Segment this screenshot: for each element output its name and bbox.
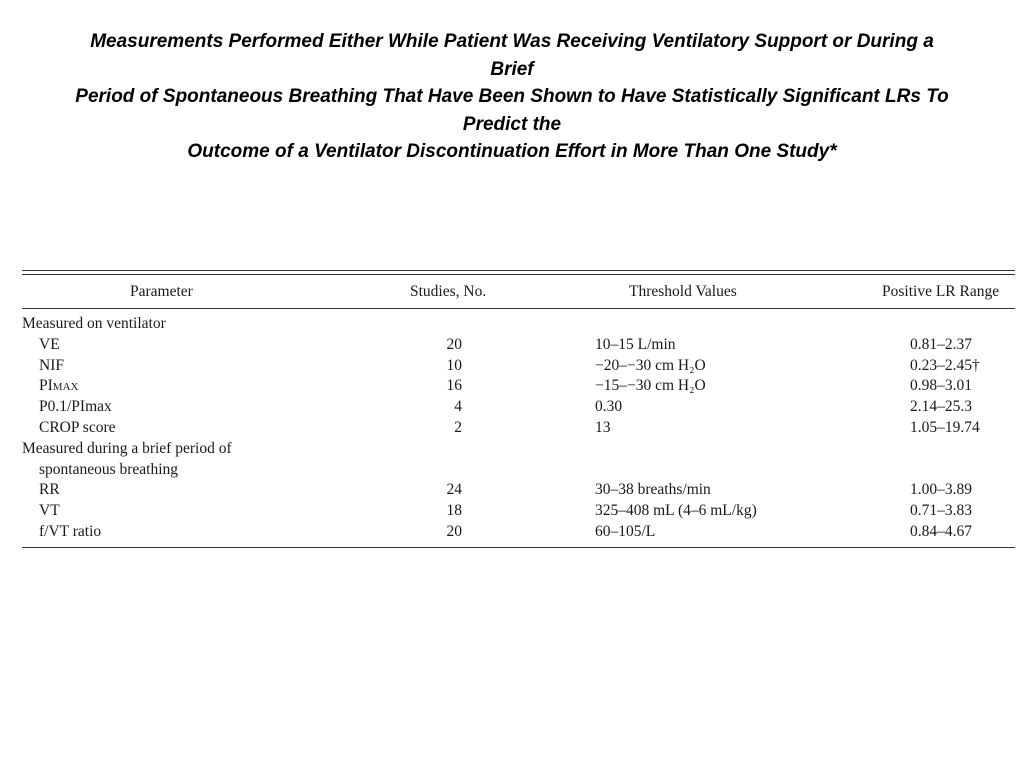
cell-lr: 1.00–3.89 <box>910 481 972 499</box>
section-label-continued: spontaneous breathing <box>39 460 179 478</box>
cell-parameter: RR <box>39 481 60 499</box>
section-label-row <box>22 439 1015 460</box>
cell-parameter: CROP score <box>39 418 116 436</box>
cell-studies: 18 <box>446 502 462 520</box>
table-row <box>22 501 1015 522</box>
section-label-row <box>22 314 1015 335</box>
title-line-2: Brief <box>490 58 534 80</box>
section-label: Measured during a brief period of <box>22 439 232 457</box>
cell-threshold: 0.30 <box>595 398 623 416</box>
header-threshold: Threshold Values <box>629 283 737 300</box>
cell-threshold: 30–38 breaths/min <box>595 481 711 499</box>
table-row <box>22 356 1015 377</box>
cell-lr: 0.98–3.01 <box>910 377 972 395</box>
header-lr: Positive LR Range <box>882 283 1000 300</box>
table-bottom-rule <box>22 547 1015 548</box>
title-line-1: Measurements Performed Either While Patient Was Receiving Ventilatory Support or During a <box>90 31 934 52</box>
table-title <box>40 28 984 166</box>
header-parameter: Parameter <box>130 283 193 300</box>
cell-lr: 0.23–2.45† <box>910 356 980 374</box>
cell-studies: 20 <box>446 335 462 353</box>
cell-threshold: 13 <box>595 418 611 436</box>
table-header-row <box>22 275 1015 308</box>
title-line-5: Outcome of a Ventilator Discontinuation Effort in More Than One Study* <box>187 141 837 162</box>
cell-parameter: VT <box>39 502 60 520</box>
cell-threshold: 10–15 L/min <box>595 335 676 353</box>
cell-studies: 24 <box>446 481 462 499</box>
cell-parameter: f/VT ratio <box>39 522 102 540</box>
cell-lr: 1.05–19.74 <box>910 418 980 436</box>
cell-studies: 2 <box>454 418 462 436</box>
cell-lr: 2.14–25.3 <box>910 398 972 416</box>
cell-parameter: PImax <box>39 377 79 395</box>
section-label-row <box>22 460 1015 481</box>
cell-threshold: −15–−30 cm H₂O <box>595 377 706 395</box>
cell-threshold: −20–−30 cm H₂O <box>595 356 706 374</box>
cell-parameter: P0.1/PImax <box>39 398 112 416</box>
cell-lr: 0.71–3.83 <box>910 502 972 520</box>
title-line-3: Period of Spontaneous Breathing That Have Been Shown to Have Statistically Significant LRs To <box>75 86 949 107</box>
table-row <box>22 376 1015 397</box>
table-row <box>22 397 1015 418</box>
data-table <box>22 270 1015 548</box>
header-studies: Studies, No. <box>410 283 487 300</box>
table-row <box>22 522 1015 543</box>
table-row <box>22 480 1015 501</box>
cell-parameter: VE <box>39 335 60 353</box>
cell-lr: 0.84–4.67 <box>910 522 972 540</box>
cell-lr: 0.81–2.37 <box>910 335 972 353</box>
cell-threshold: 325–408 mL (4–6 mL/kg) <box>595 502 757 520</box>
cell-studies: 4 <box>454 398 462 416</box>
table-row <box>22 418 1015 439</box>
cell-parameter: NIF <box>39 356 64 374</box>
section-label: Measured on ventilator <box>22 315 166 332</box>
table-row <box>22 335 1015 356</box>
cell-studies: 10 <box>446 356 462 374</box>
title-line-4: Predict the <box>462 113 562 135</box>
cell-studies: 16 <box>446 377 462 395</box>
cell-threshold: 60–105/L <box>595 522 656 540</box>
cell-studies: 20 <box>446 522 462 540</box>
